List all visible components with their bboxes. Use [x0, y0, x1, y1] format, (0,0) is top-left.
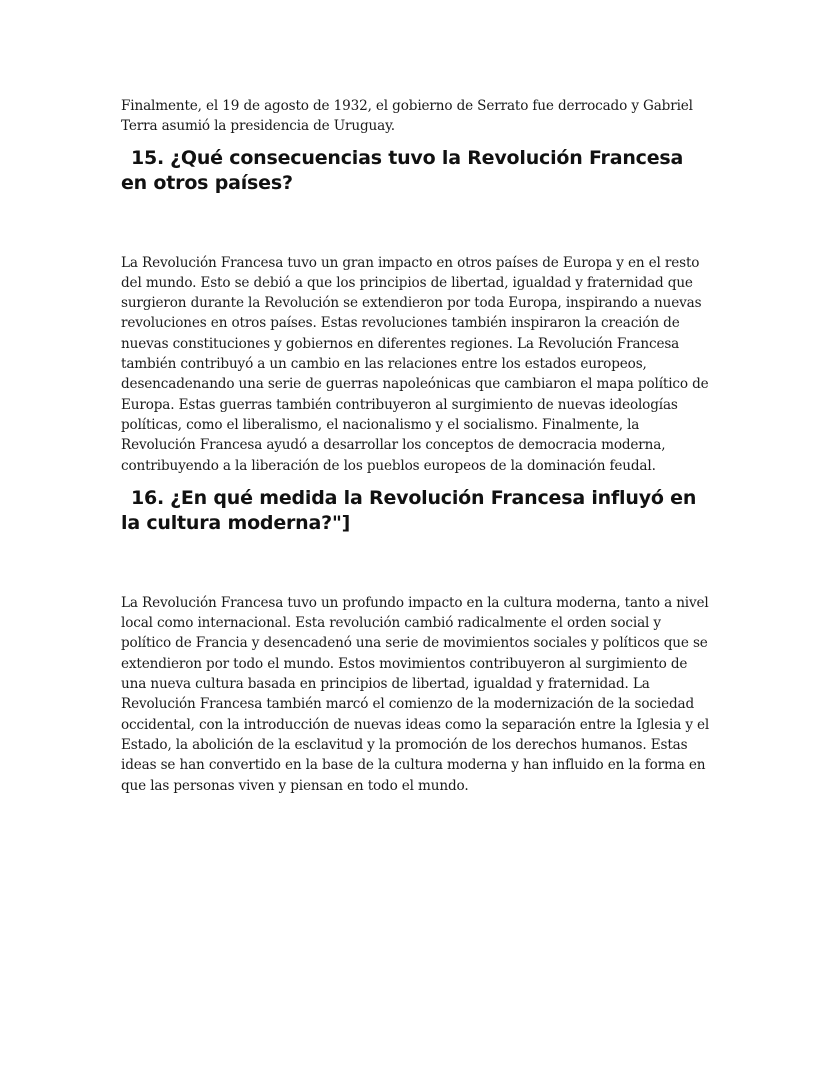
section-question: ¿Qué consecuencias tuvo la Revolución Francesa en otros países? — [121, 146, 684, 195]
section-answer-15: La Revolución Francesa tuvo un gran impacto en otros países de Europa y en el resto del mundo. Esto se debió a que los principios de libertad, igualdad y fraternidad que surgieron durante la Revolución se extendieron por toda Europa, inspirando a nuevas revoluciones en otros países. Estas revoluciones también inspiraron la creación de nuevas constituciones y gobiernos en diferentes regiones. La Revolución Francesa también contribuyó a un cambio en las relaciones entre los estados europeos, desencadenando una serie de guerras napoleónicas que cambiaron el mapa político de Europa. Estas guerras también contribuyeron al surgimiento de nuevas ideologías políticas, como el liberalismo, el nacionalismo y el socialismo. Finalmente, la Revolución Francesa ayudó a desarrollar los conceptos de democracia moderna, contribuyendo a la liberación de los pueblos europeos de la dominación feudal. — [121, 254, 709, 474]
section-number: 16. — [131, 486, 165, 509]
section-heading-16 — [121, 486, 711, 537]
document-body — [121, 96, 711, 796]
intro-paragraph: Finalmente, el 19 de agosto de 1932, el gobierno de Serrato fue derrocado y Gabriel Terra asumió la presidencia de Uruguay. — [121, 98, 693, 135]
section-number: 15. — [131, 146, 165, 169]
section-heading-15 — [121, 146, 711, 197]
section-question: ¿En qué medida la Revolución Francesa influyó en la cultura moderna?"] — [121, 486, 697, 535]
section-answer-16: La Revolución Francesa tuvo un profundo impacto en la cultura moderna, tanto a nivel local como internacional. Esta revolución cambió radicalmente el orden social y político de Francia y desencadenó una serie de movimientos sociales y políticos que se extendieron por todo el mundo. Estos movimientos contribuyeron al surgimiento de una nueva cultura basada en principios de libertad, igualdad y fraternidad. La Revolución Francesa también marcó el comienzo de la modernización de la sociedad occidental, con la introducción de nuevas ideas como la separación entre la Iglesia y el Estado, la abolición de la esclavitud y la promoción de los derechos humanos. Estas ideas se han convertido en la base de la cultura moderna y han influido en la forma en que las personas viven y piensan en todo el mundo. — [121, 594, 710, 794]
